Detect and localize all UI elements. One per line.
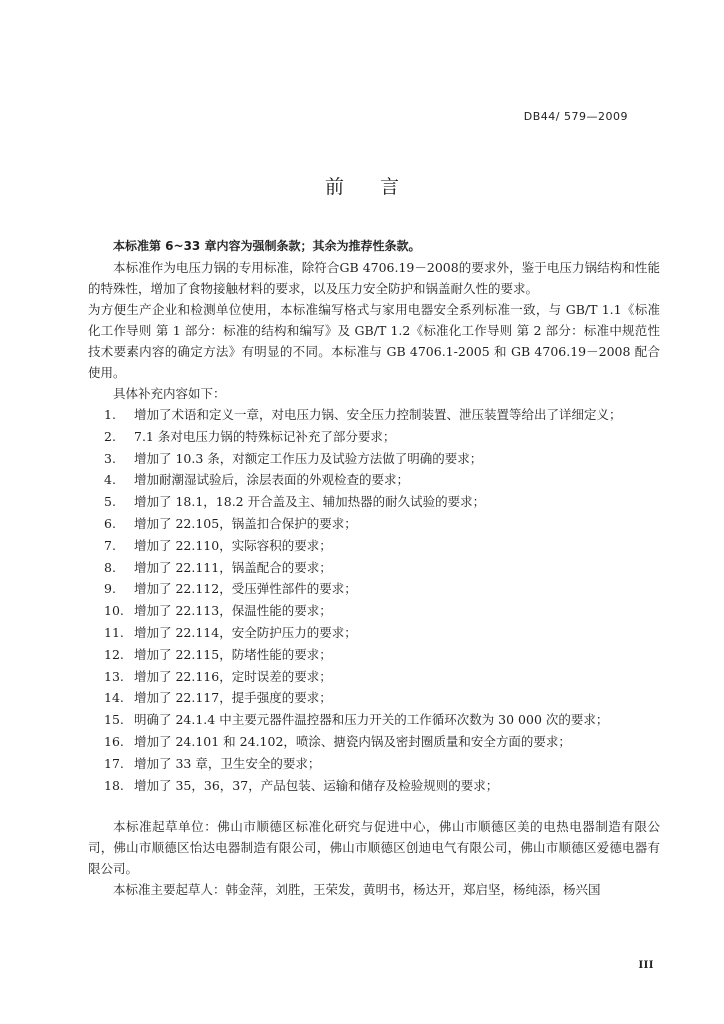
list-item-number: 8.	[104, 559, 116, 575]
list-item-number: 9.	[104, 581, 116, 597]
list-item	[88, 426, 660, 448]
list-item-number: 7.	[104, 537, 116, 553]
list-item-number: 2.	[104, 428, 116, 444]
supplement-list	[88, 404, 660, 796]
list-item-text: 增加了 10.3 条，对额定工作压力及试验方法做了明确的要求；	[134, 450, 483, 466]
list-item-number: 16.	[104, 733, 124, 749]
list-item-number: 4.	[104, 472, 116, 488]
list-item	[88, 731, 660, 753]
list-item	[88, 622, 660, 644]
list-item-number: 15.	[104, 712, 124, 728]
list-item-text: 增加了 22.110，实际容积的要求；	[134, 537, 332, 553]
paragraph-format: 为方便生产企业和检测单位使用，本标准编写格式与家用电器安全系列标准一致，与 GB/T 1.1《标准化工作导则 第 1 部分：标准的结构和编写》及 GB/T 1.2《标准化工作导则 第 2 部分：标准中规范性技术要素内容的确定方法》有明显的不同。本标准与 GB 4706.1-2005 和 GB 4706.19－2008 配合使用。	[88, 302, 660, 380]
list-item	[88, 687, 660, 709]
list-item	[88, 709, 660, 731]
list-item-number: 17.	[104, 755, 124, 771]
list-item-text: 增加了 24.101 和 24.102，喷涂、搪瓷内锅及密封圈质量和安全方面的要求；	[134, 733, 571, 749]
list-item	[88, 600, 660, 622]
list-item-number: 11.	[104, 624, 124, 640]
list-item-text: 增加了 22.114，安全防护压力的要求；	[134, 624, 357, 640]
list-item-text: 增加了 22.112，受压弹性部件的要求；	[134, 581, 357, 597]
list-item	[88, 578, 660, 600]
list-item-text: 明确了 24.1.4 中主要元器件温控器和压力开关的工作循环次数为 30 000 次的要求；	[134, 712, 609, 728]
list-item-number: 6.	[104, 515, 116, 531]
list-item	[88, 469, 660, 491]
list-item-number: 18.	[104, 777, 124, 793]
list-item-text: 增加耐潮湿试验后，涂层表面的外观检查的要求；	[134, 472, 410, 488]
list-item-number: 10.	[104, 603, 124, 619]
page-number: III	[638, 960, 654, 971]
list-item-number: 5.	[104, 494, 116, 510]
list-item	[88, 513, 660, 535]
list-item	[88, 666, 660, 688]
list-item	[88, 557, 660, 579]
list-item-number: 12.	[104, 646, 124, 662]
page-title: 前言	[324, 176, 435, 198]
list-item-text: 增加了 18.1，18.2 开合盖及主、辅加热器的耐久试验的要求；	[134, 494, 486, 510]
list-item-text: 增加了 22.111，锅盖配合的要求；	[134, 559, 332, 575]
paragraph-scope: 本标准作为电压力锅的专用标准，除符合GB 4706.19－2008的要求外，鉴于电压力锅结构和性能的特殊性，增加了食物接触材料的要求，以及压力安全防护和锅盖耐久性的要求。	[88, 260, 660, 296]
list-item	[88, 775, 660, 797]
paragraph-drafting-units: 本标准起草单位：佛山市顺德区标准化研究与促进中心，佛山市顺德区美的电热电器制造有限公司，佛山市顺德区怡达电器制造有限公司，佛山市顺德区创迪电气有限公司，佛山市顺德区爱德电器有限公司。	[88, 819, 660, 877]
list-item	[88, 448, 660, 470]
list-item-text: 增加了 22.116，定时误差的要求；	[134, 668, 332, 684]
list-item-text: 增加了术语和定义一章，对电压力锅、安全压力控制装置、泄压装置等给出了详细定义；	[134, 407, 622, 422]
list-item-text: 增加了 35，36，37，产品包装、运输和储存及检验规则的要求；	[134, 777, 499, 793]
list-item-text: 增加了 22.115，防堵性能的要求；	[134, 646, 332, 662]
list-item-text: 增加了 22.117，提手强度的要求；	[134, 690, 332, 706]
list-item-number: 3.	[104, 450, 116, 466]
list-item	[88, 491, 660, 513]
list-item-text: 增加了 33 章，卫生安全的要求；	[134, 755, 321, 771]
list-item	[88, 535, 660, 557]
list-item	[88, 404, 660, 426]
mandatory-clause-statement: 本标准第 6~33 章内容为强制条款；其余为推荐性条款。	[113, 239, 421, 253]
list-item-number: 13.	[104, 668, 124, 684]
list-item	[88, 753, 660, 775]
list-item-text: 增加了 22.113，保温性能的要求；	[134, 603, 332, 619]
list-item-number: 14.	[104, 690, 124, 706]
section-spacer	[88, 796, 660, 816]
list-item-number: 1.	[104, 407, 116, 422]
list-item	[88, 644, 660, 666]
foreword-body	[88, 236, 660, 900]
list-item-text: 增加了 22.105，锅盖扣合保护的要求；	[134, 515, 357, 531]
document-code: DB44/ 579—2009	[523, 110, 628, 123]
paragraph-list-intro: 具体补充内容如下：	[113, 386, 226, 401]
list-item-text: 7.1 条对电压力锅的特殊标记补充了部分要求；	[134, 428, 396, 444]
paragraph-drafters: 本标准主要起草人：韩金萍，刘胜，王荣发，黄明书，杨达开，郑启坚，杨纯添，杨兴国	[113, 882, 601, 898]
